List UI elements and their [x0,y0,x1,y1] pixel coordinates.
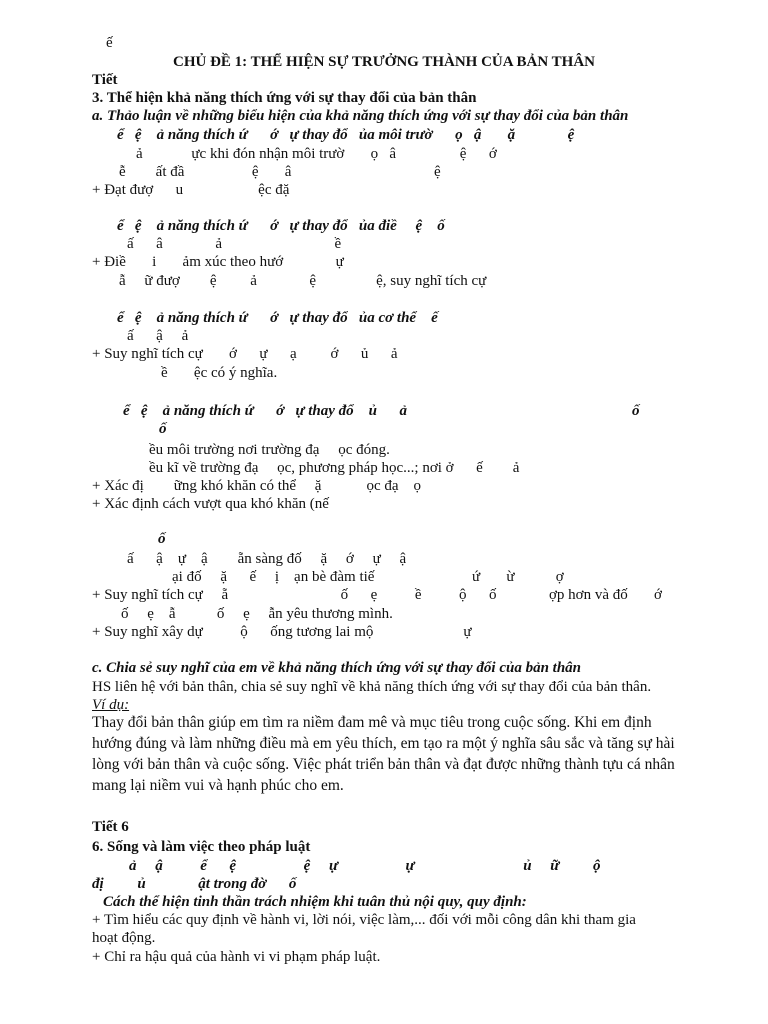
fragment-line: ả ực khi đón nhận môi trườ ọ â ệ ớ [136,146,497,162]
fragment-line: ễ ất đầ ệ â ệ [119,164,441,180]
fragment-line: ều môi trường nơi trường đạ ọc đóng. [149,442,390,458]
bullet-item: + Đạt đượ u ệc đặ [92,182,290,198]
bullet-item: + Suy nghĩ tích cự ớ ự ạ ớ ủ ả [92,346,398,362]
fragment-line: ố [159,421,167,437]
paragraph-line: lòng với bản thân và cuộc sống. Việc phát triển bản thân và đạt được những thành tựu cá nhân [92,756,675,773]
bullet-item: + Tìm hiểu các quy định về hành vi, lời nói, việc làm,... đối với mỗi công dân khi tham gia [92,912,636,928]
bullet-item: + Suy nghĩ tích cự ẵ ố ẹ ề ộ ố ợp hơn và đố ớ [92,587,662,603]
subsection-heading: a. Thảo luận về những biểu hiện của khả năng thích ứng với sự thay đổi của bản thân [92,108,629,124]
fragment-line: ấ â ả ề [127,236,342,252]
section-heading: 3. Thể hiện khả năng thích ứng với sự thay đổi của bản thân [92,90,477,106]
fragment-line: ố [632,403,640,419]
example-label: Ví dụ: [92,697,130,713]
bullet-item: + Xác đị ững khó khăn có thể ặ ọc đạ ọ [92,478,422,494]
paragraph-line: mang lại niềm vui và hạnh phúc cho em. [92,777,344,794]
paragraph-line: hoạt động. [92,930,156,946]
paragraph-line: HS liên hệ với bản thân, chia sẻ suy nghĩ về khả năng thích ứng với sự thay đổi của bản thân. [92,679,652,695]
fragment-line: ể ệ ả năng thích ứ ớ ự thay đổ ủ ả [123,403,407,419]
lesson-label: Tiết [92,72,118,88]
fragment-line: ả ậ ể ệ ệ ự ự ủ ữ ộ [129,858,601,874]
fragment-line: ố [158,531,166,547]
bullet-item: + Xác định cách vượt qua khó khăn (nế [92,496,329,512]
bullet-item: + Điề i ảm xúc theo hướ ự [92,254,344,270]
lesson-label: Tiết 6 [92,819,129,835]
fragment-line: ấ ậ ả [127,328,189,344]
fragment-line: ề ệc có ý nghĩa. [161,365,278,381]
fragment-line: đị ủ ật trong đờ ố [92,876,297,892]
bullet-item: + Chỉ ra hậu quả của hành vi vi phạm pháp luật. [92,949,381,965]
fragment-line: ố ẹ ẫ ố ẹ ẫn yêu thương mình. [121,606,393,622]
fragment-line: ại đố ặ ế ị ạn bè đàm tiế ứ ừ ợ [172,569,564,585]
fragment-line: ều kĩ về trường đạ ọc, phương pháp học...; nơi ở ế ả [149,460,520,476]
fragment-line: ấ ậ ự ậ ẵn sàng đố ặ ớ ự ậ [127,551,407,567]
header-fragment: ế [106,35,113,51]
section-heading: 6. Sống và làm việc theo pháp luật [92,839,311,855]
page-title: CHỦ ĐỀ 1: THỂ HIỆN SỰ TRƯỞNG THÀNH CỦA BẢN THÂN [172,54,595,70]
bullet-item: + Suy nghĩ xây dự ộ ống tương lai mộ ự [92,624,472,640]
fragment-line: ể ệ ả năng thích ứ ớ ự thay đổ ủa cơ thể ế [117,310,438,326]
fragment-line: ẫ ữ đượ ệ ả ệ ệ, suy nghĩ tích cự [119,273,487,289]
fragment-line: ể ệ ả năng thích ứ ớ ự thay đổ ủa môi trườ ọ ậ ặ ệ [117,127,575,143]
subsection-heading: Cách thể hiện tinh thần trách nhiệm khi tuân thủ nội quy, quy định: [103,894,527,910]
paragraph-line: hướng đúng và làm những điều mà em yêu thích, em tạo ra một ý nghĩa sâu sắc và tăng sự hài [92,735,675,752]
fragment-line: ể ệ ả năng thích ứ ớ ự thay đổ ủa điề ệ ố [117,218,445,234]
paragraph-line: Thay đổi bản thân giúp em tìm ra niềm đam mê và mục tiêu trong cuộc sống. Khi em định [92,714,652,731]
subsection-heading: c. Chia sẻ suy nghĩ của em về khả năng thích ứng với sự thay đổi của bản thân [92,660,582,676]
